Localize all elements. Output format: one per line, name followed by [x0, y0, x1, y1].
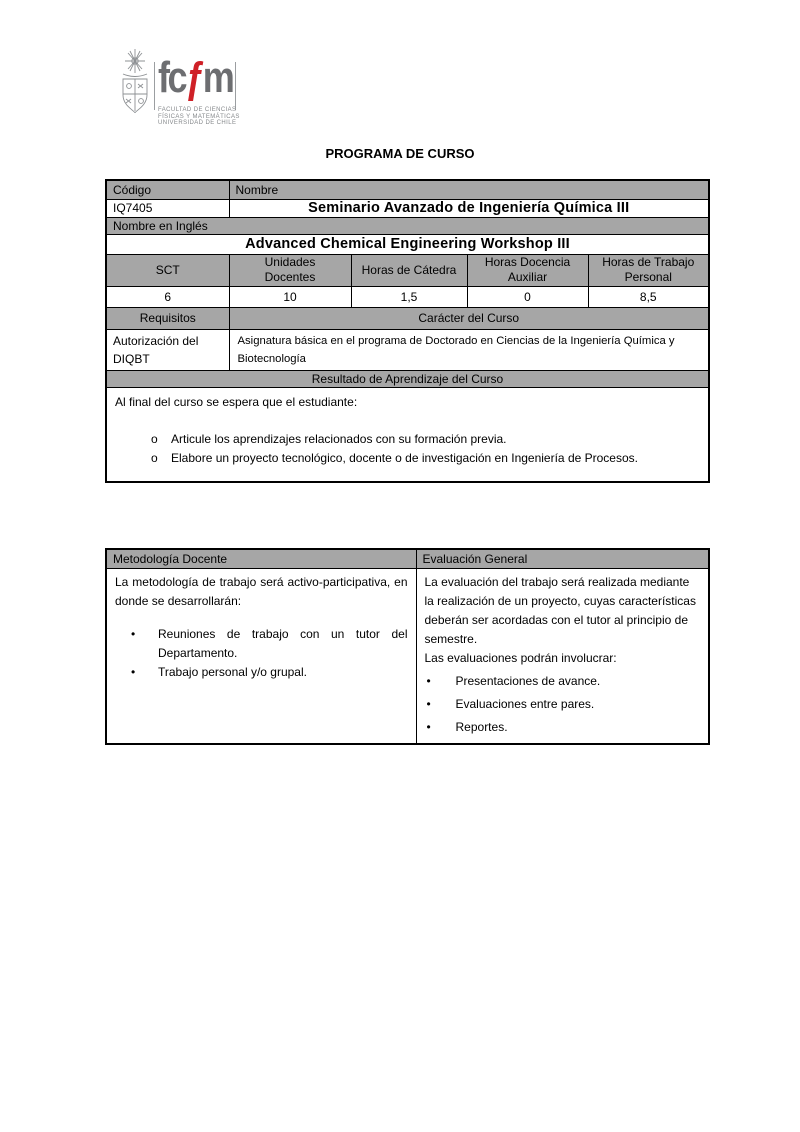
course-info-table	[105, 179, 710, 483]
resultado-intro: Al final del curso se espera que el estudiante:	[115, 394, 358, 409]
bullet-text: Evaluaciones entre pares.	[455, 696, 595, 711]
horas-catedra-value: 1,5	[351, 286, 467, 307]
bullet-marker: •	[426, 719, 431, 734]
list-item	[115, 430, 700, 449]
bullet-text: Articule los aprendizajes relacionados con su formación previa.	[171, 431, 507, 446]
codigo-value: IQ7405	[106, 199, 229, 217]
logo-divider-right	[235, 62, 236, 110]
bullet-marker: o	[151, 431, 158, 446]
requisitos-header: Requisitos	[106, 307, 229, 329]
bullet-marker: •	[131, 664, 136, 679]
evaluacion-bullet-list	[425, 672, 701, 737]
logo-divider-left	[154, 62, 155, 110]
codigo-header: Código	[106, 180, 229, 199]
resultado-aprendizaje-content	[106, 387, 709, 482]
nombre-header: Nombre	[229, 180, 709, 199]
list-item	[115, 663, 408, 682]
bullet-text: Reportes.	[455, 719, 508, 734]
nombre-ingles-header: Nombre en Inglés	[106, 217, 709, 234]
list-item	[425, 718, 701, 737]
evaluacion-subtitle: Las evaluaciones podrán involucrar:	[424, 650, 617, 665]
bullet-marker: o	[151, 450, 158, 465]
bullet-text: Trabajo personal y/o grupal.	[158, 664, 307, 679]
bullet-marker: •	[426, 696, 431, 711]
bullet-text: Presentaciones de avance.	[455, 673, 601, 688]
unidades-docentes-header: Unidades Docentes	[229, 254, 351, 286]
unidades-docentes-value: 10	[229, 286, 351, 307]
fcfm-wordmark	[158, 50, 232, 106]
horas-catedra-header: Horas de Cátedra	[351, 254, 467, 286]
sct-header: SCT	[106, 254, 229, 286]
methodology-evaluation-table	[105, 548, 710, 745]
horas-docencia-auxiliar-header: Horas Docencia Auxiliar	[467, 254, 588, 286]
list-item	[425, 672, 701, 691]
requisitos-value: Autorización del DIQBT	[106, 329, 229, 370]
list-item	[115, 449, 700, 468]
wordmark-fc: fc	[158, 53, 186, 102]
horas-docencia-auxiliar-value: 0	[467, 286, 588, 307]
resultado-bullet-list	[115, 430, 700, 468]
horas-trabajo-personal-value: 8,5	[588, 286, 709, 307]
university-logo	[118, 46, 248, 128]
course-name-spanish: Seminario Avanzado de Ingeniería Química III	[229, 199, 709, 217]
list-item	[425, 695, 701, 714]
faculty-name	[158, 107, 240, 127]
resultado-aprendizaje-header: Resultado de Aprendizaje del Curso	[106, 370, 709, 387]
faculty-line-3: UNIVERSIDAD DE CHILE	[158, 120, 237, 126]
course-name-english: Advanced Chemical Engineering Workshop III	[106, 234, 709, 254]
metodologia-bullet-list	[115, 625, 408, 682]
faculty-line-2: FÍSICAS Y MATEMÁTICAS	[158, 113, 240, 120]
university-crest-icon	[118, 47, 152, 121]
metodologia-content	[106, 568, 416, 744]
caracter-curso-header: Carácter del Curso	[229, 307, 709, 329]
evaluacion-intro: La evaluación del trabajo será realizada mediante la realización de un proyecto, cuyas características deberán ser acordadas con el tutor al principio de semestre.	[424, 574, 696, 646]
metodologia-intro: La metodología de trabajo será activo-participativa, en donde se desarrollarán:	[115, 574, 408, 608]
evaluacion-content	[416, 568, 709, 744]
list-item	[115, 625, 408, 663]
horas-trabajo-personal-header: Horas de Trabajo Personal	[588, 254, 709, 286]
bullet-marker: •	[426, 673, 431, 688]
sct-value: 6	[106, 286, 229, 307]
bullet-marker: •	[131, 626, 136, 641]
metodologia-docente-header: Metodología Docente	[106, 549, 416, 568]
bullet-text: Reuniones de trabajo con un tutor del Departamento.	[158, 626, 408, 660]
caracter-curso-value: Asignatura básica en el programa de Doctorado en Ciencias de la Ingeniería Química y Biotecnología	[229, 329, 709, 370]
wordmark-m: m	[202, 53, 233, 102]
bullet-text: Elabore un proyecto tecnológico, docente o de investigación en Ingeniería de Procesos.	[171, 450, 638, 465]
faculty-line-1: FACULTAD DE CIENCIAS	[158, 107, 237, 113]
wordmark-red-f: ƒ	[185, 53, 203, 102]
document-title: PROGRAMA DE CURSO	[325, 146, 475, 161]
evaluacion-general-header: Evaluación General	[416, 549, 709, 568]
